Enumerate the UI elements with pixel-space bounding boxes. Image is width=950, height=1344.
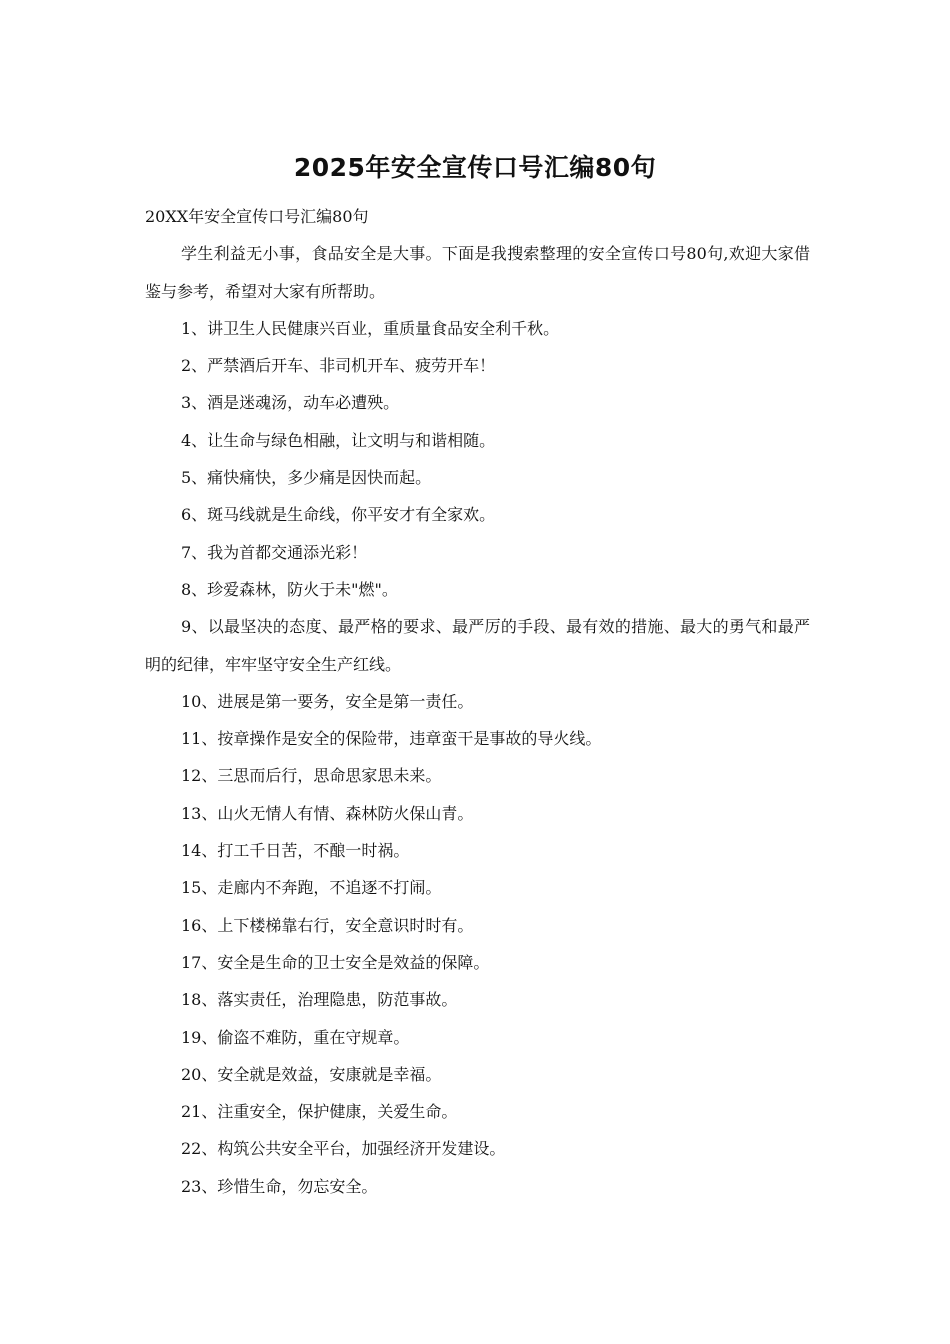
slogan-item-9: 9、以最坚决的态度、最严格的要求、最严厉的手段、最有效的措施、最大的勇气和最严明的纪律，牢牢坚守安全生产红线。 (145, 617, 810, 674)
slogan-item-8: 8、珍爱森林，防火于未"燃"。 (181, 579, 398, 599)
slogan-item-17: 17、安全是生命的卫士安全是效益的保障。 (181, 952, 490, 972)
slogan-item-13: 13、山火无情人有情、森林防火保山青。 (181, 803, 474, 823)
slogan-item-7: 7、我为首都交通添光彩！ (181, 542, 368, 562)
slogan-item-23: 23、珍惜生命，勿忘安全。 (181, 1176, 378, 1196)
slogan-item-14: 14、打工千日苦，不酿一时祸。 (181, 841, 410, 861)
slogan-item-15: 15、走廊内不奔跑，不追逐不打闹。 (181, 878, 442, 898)
document-title: 2025年安全宣传口号汇编80句 (293, 153, 657, 182)
slogan-item-12: 12、三思而后行，思命思家思未来。 (181, 766, 442, 786)
slogan-item-5: 5、痛快痛快，多少痛是因快而起。 (181, 468, 432, 488)
slogan-item-2: 2、严禁酒后开车、非司机开车、疲劳开车！ (181, 356, 496, 376)
slogan-item-10: 10、进展是第一要务，安全是第一责任。 (181, 691, 474, 711)
slogan-item-20: 20、安全就是效益，安康就是幸福。 (181, 1064, 442, 1084)
document-subtitle: 20XX年安全宣传口号汇编80句 (145, 207, 369, 226)
intro-paragraph: 学生利益无小事，食品安全是大事。下面是我搜索整理的安全宣传口号80句,欢迎大家借鉴与参考，希望对大家有所帮助。 (145, 244, 810, 301)
slogan-item-19: 19、偷盗不难防，重在守规章。 (181, 1027, 410, 1047)
slogan-item-22: 22、构筑公共安全平台，加强经济开发建设。 (181, 1139, 506, 1159)
slogan-item-21: 21、注重安全，保护健康，关爱生命。 (181, 1102, 458, 1122)
slogan-item-6: 6、斑马线就是生命线，你平安才有全家欢。 (181, 505, 496, 525)
slogan-item-4: 4、让生命与绿色相融，让文明与和谐相随。 (181, 430, 496, 450)
document-body (145, 198, 810, 1205)
slogan-item-3: 3、酒是迷魂汤，动车必遭殃。 (181, 393, 400, 413)
slogan-item-11: 11、按章操作是安全的保险带，违章蛮干是事故的导火线。 (181, 729, 602, 749)
slogan-item-1: 1、讲卫生人民健康兴百业，重质量食品安全利千秋。 (181, 318, 560, 338)
slogan-item-18: 18、落实责任，治理隐患，防范事故。 (181, 990, 458, 1010)
slogan-item-16: 16、上下楼梯靠右行，安全意识时时有。 (181, 915, 474, 935)
